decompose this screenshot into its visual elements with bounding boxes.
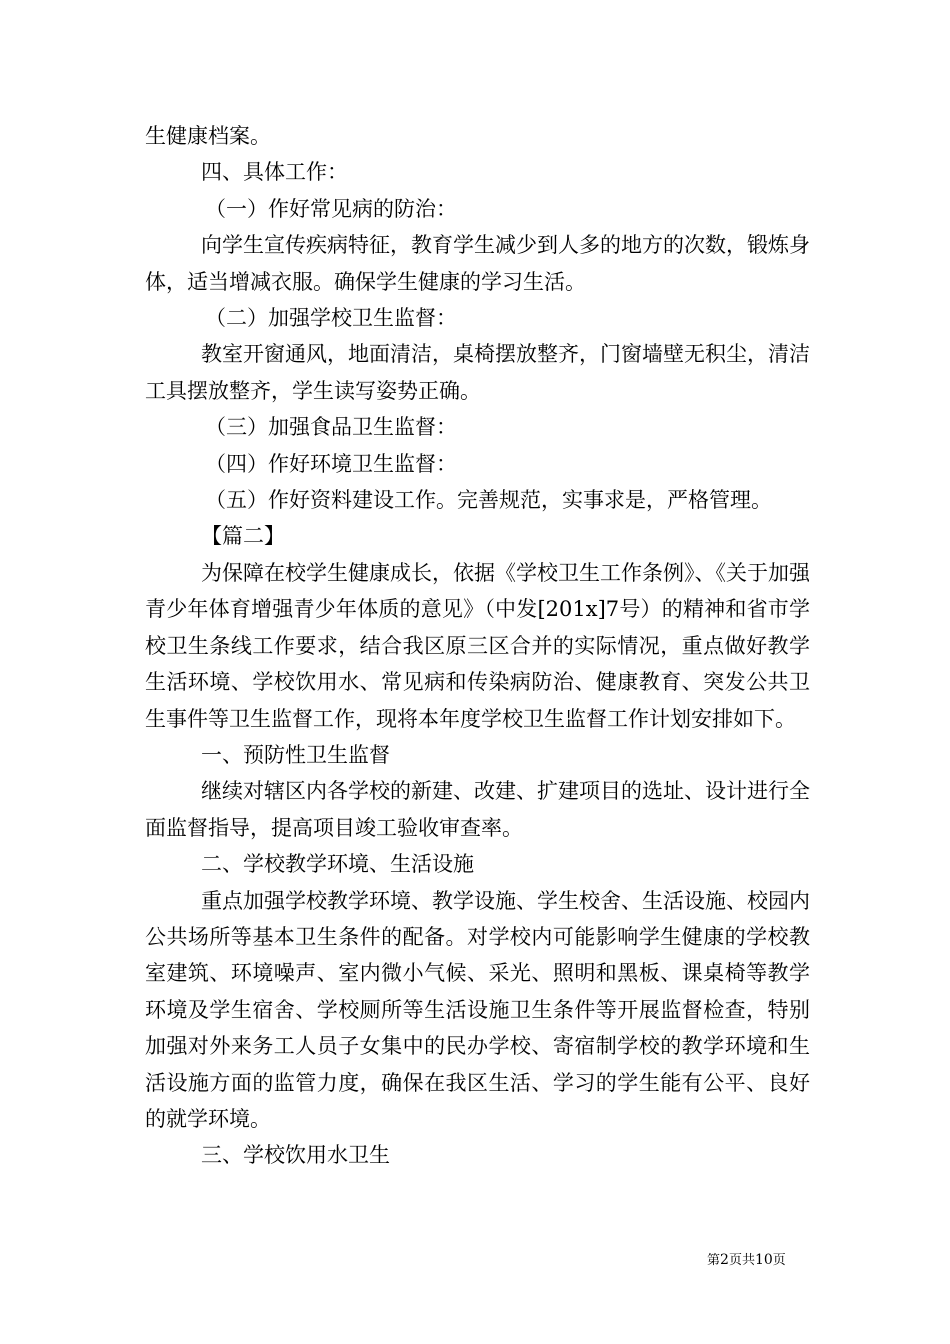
footer-middle: 页共 [728, 1253, 755, 1268]
section-heading-environment: 二、学校教学环境、生活设施 [201, 852, 474, 877]
part-two-heading: 【篇二】 [201, 524, 285, 549]
paragraph-continuation: 生健康档案。 [145, 124, 271, 148]
subheading-common-disease: （一）作好常见病的防治： [205, 196, 457, 221]
paragraph-classroom-hygiene: 教室开窗通风，地面清洁，桌椅摆放整齐，门窗墙壁无积尘，清洁工具摆放整齐，学生读写姿势正确。 [145, 342, 810, 403]
total-page-count: 10 [754, 1252, 773, 1268]
subheading-environment-hygiene: （四）作好环境卫生监督： [205, 451, 457, 476]
paragraph-disease-prevention: 向学生宣传疾病特征，教育学生减少到人多的地方的次数，锻炼身体，适当增减衣服。确保学生健康的学习生活。 [145, 233, 810, 294]
paragraph-intro: 为保障在校学生健康成长，依据《学校卫生工作条例》、《关于加强青少年体育增强青少年体质的意见》（中发[201x]7号）的精神和省市学校卫生条线工作要求，结合我区原三区合并的实际情况，重点做好教学生活环境、学校饮用水、常见病和传染病防治、健康教育、突发公共卫生事件等卫生监督工作，现将本年度学校卫生监督工作计划安排如下。 [145, 560, 810, 731]
page-number-indicator [707, 1250, 786, 1271]
section-heading-drinking-water: 三、学校饮用水卫生 [201, 1143, 390, 1168]
paragraph-preventive: 继续对辖区内各学校的新建、改建、扩建项目的选址、设计进行全面监督指导，提高项目竣工验收审查率。 [145, 779, 810, 840]
section-heading-preventive: 一、预防性卫生监督 [201, 742, 390, 767]
section-heading-specific-work: 四、具体工作： [201, 160, 348, 185]
footer-suffix: 页 [772, 1253, 786, 1268]
footer-prefix: 第 [707, 1253, 721, 1268]
subheading-food-hygiene: （三）加强食品卫生监督： [205, 415, 457, 440]
subheading-school-hygiene: （二）加强学校卫生监督： [205, 306, 457, 331]
subheading-records: （五）作好资料建设工作。完善规范，实事求是，严格管理。 [205, 488, 772, 513]
document-body [145, 118, 810, 1174]
paragraph-environment: 重点加强学校教学环境、教学设施、学生校舍、生活设施、校园内公共场所等基本卫生条件的配备。对学校内可能影响学生健康的学校教室建筑、环境噪声、室内微小气候、采光、照明和黑板、课桌椅等教学环境及学生宿舍、学校厕所等生活设施卫生条件等开展监督检查，特别加强对外来务工人员子女集中的民办学校、寄宿制学校的教学环境和生活设施方面的监管力度，确保在我区生活、学习的学生能有公平、良好的就学环境。 [145, 888, 810, 1131]
current-page-number: 2 [720, 1252, 729, 1268]
